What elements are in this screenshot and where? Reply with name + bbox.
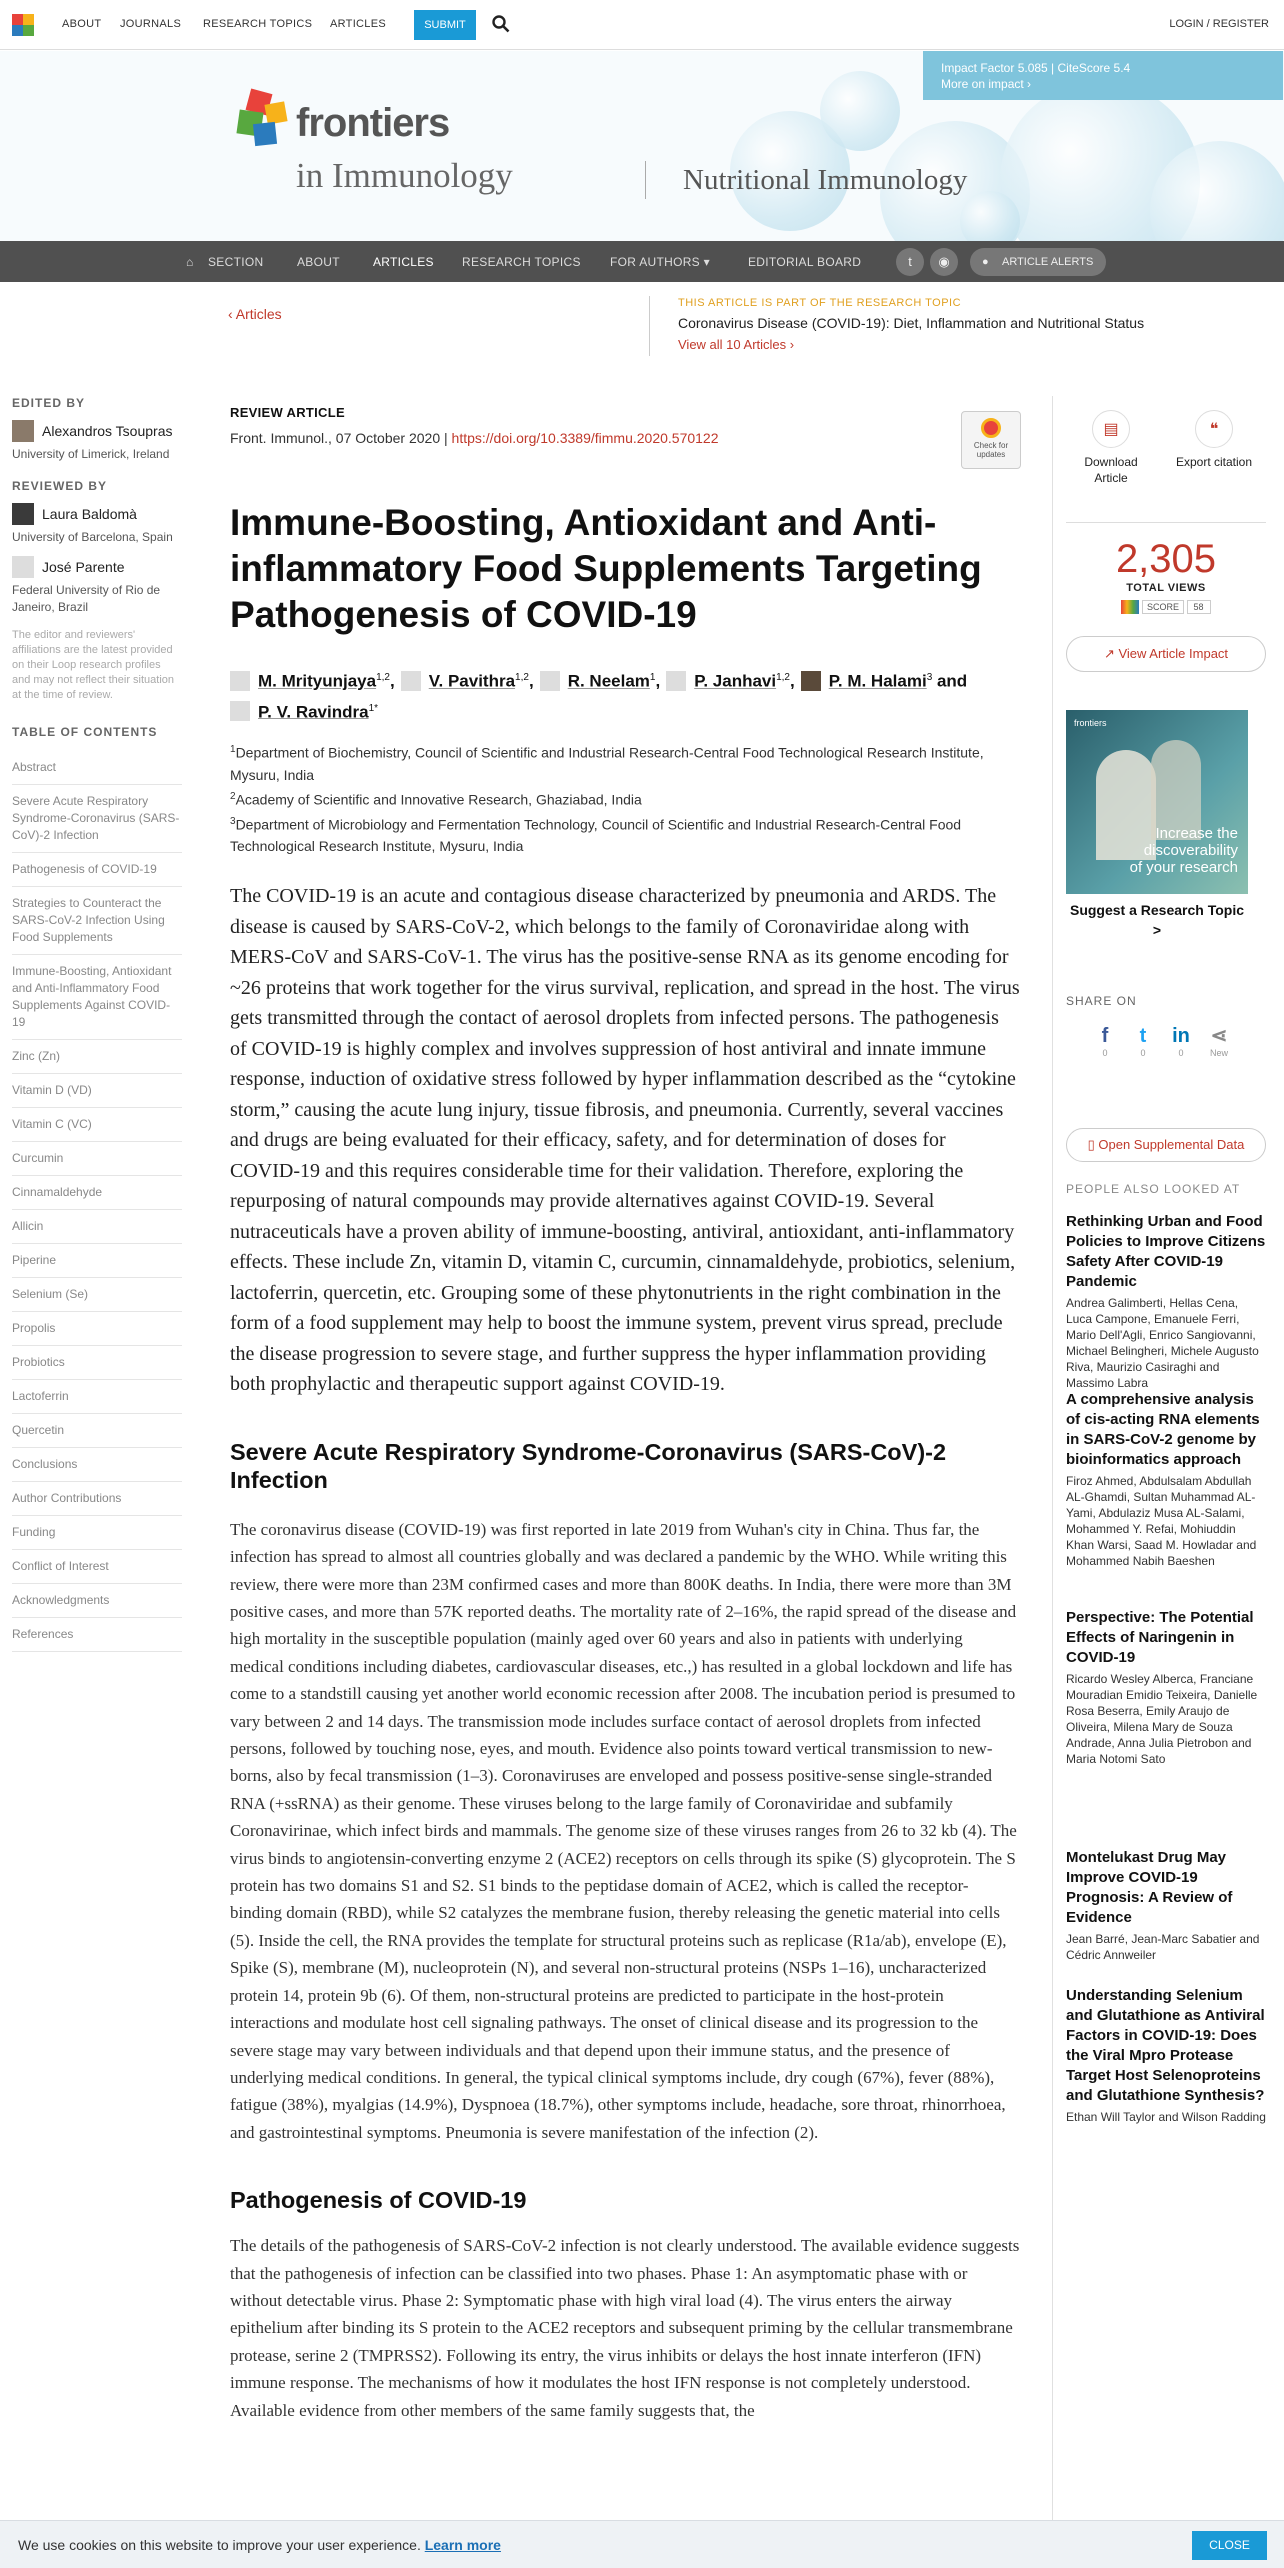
avatar bbox=[12, 556, 34, 578]
avatar bbox=[12, 420, 34, 442]
also-title[interactable]: Perspective: The Potential Effects of Naringenin in COVID-19 bbox=[1066, 1609, 1254, 1666]
ad-brand: frontiers bbox=[1074, 718, 1107, 728]
author[interactable] bbox=[666, 664, 795, 695]
article-main bbox=[230, 405, 1020, 2424]
also-title[interactable]: Rethinking Urban and Food Policies to Improve Citizens Safety After COVID-19 Pandemic bbox=[1066, 1213, 1266, 1290]
cookie-close-button[interactable]: CLOSE bbox=[1192, 2531, 1267, 2560]
reviewer[interactable] bbox=[12, 556, 190, 578]
author-name[interactable]: P. Janhavi bbox=[694, 671, 777, 691]
author-separator: , bbox=[528, 671, 534, 691]
check-for-updates-badge[interactable] bbox=[961, 411, 1021, 469]
also-title[interactable]: Understanding Selenium and Glutathione as Antiviral Factors in COVID-19: Does the Viral Mpro Protease Target Host Selenoproteins and Glutathione Synthesis? bbox=[1066, 1987, 1265, 2104]
author-separator: , bbox=[790, 671, 795, 691]
toc-item[interactable]: Vitamin C (VC) bbox=[12, 1108, 182, 1142]
share-count: New bbox=[1209, 1048, 1228, 1058]
brand-divider bbox=[645, 161, 646, 199]
toc-item[interactable]: Cinnamaldehyde bbox=[12, 1176, 182, 1210]
submit-button[interactable]: SUBMIT bbox=[414, 10, 476, 40]
also-authors: Ricardo Wesley Alberca, Franciane Mouradian Emidio Teixeira, Danielle Rosa Beserra, Emily Araujo de Oliveira, Milena Mary de Souza Andrade, Anna Julia Pietrobon and Maria Notomi Sato bbox=[1066, 1672, 1258, 1766]
share-icon: ⋖ bbox=[1210, 1025, 1228, 1047]
home-icon[interactable]: ⌂ bbox=[186, 255, 194, 269]
back-to-articles-link[interactable]: ‹ Articles bbox=[228, 306, 282, 322]
facebook-icon: f bbox=[1101, 1025, 1109, 1047]
edited-by-heading: EDITED BY bbox=[12, 396, 86, 410]
citation-line bbox=[230, 430, 1020, 446]
reviewer-affiliation: Federal University of Rio de Janeiro, Brazil bbox=[12, 583, 161, 614]
also-authors: Firoz Ahmed, Abdulsalam Abdullah AL-Ghamdi, Sultan Muhammad AL-Yami, Abdulaziz Musa AL-Salami, Mohammed Y. Refai, Mohiuddin Khan Warsi, Saad M. Howladar and Mohammed Nabih Baeshen bbox=[1066, 1474, 1257, 1568]
download-article-label: Download Article bbox=[1084, 455, 1138, 485]
affiliation-text: Academy of Scientific and Innovative Research, Ghaziabad, India bbox=[235, 791, 642, 808]
journal-nav-articles[interactable]: ARTICLES bbox=[373, 255, 434, 269]
toc-item[interactable]: Piperine bbox=[12, 1244, 182, 1278]
author-affiliation-marker: 1,2 bbox=[776, 672, 790, 683]
more-on-impact-link[interactable]: More on impact › bbox=[941, 77, 1032, 91]
journal-nav-section[interactable]: SECTION bbox=[208, 255, 264, 269]
login-register-link[interactable]: LOGIN / REGISTER bbox=[1169, 18, 1269, 30]
article-alerts-button[interactable] bbox=[970, 248, 1106, 276]
article-alerts-label: ARTICLE ALERTS bbox=[1002, 256, 1094, 268]
author-separator: , bbox=[390, 671, 395, 691]
author-separator: and bbox=[932, 671, 968, 691]
toc-item[interactable]: Curcumin bbox=[12, 1142, 182, 1176]
open-supplemental-data-label: Open Supplemental Data bbox=[1098, 1137, 1245, 1152]
search-icon[interactable] bbox=[492, 15, 510, 33]
view-article-impact-label: View Article Impact bbox=[1118, 646, 1229, 661]
toc-heading: TABLE OF CONTENTS bbox=[12, 725, 158, 739]
also-authors: Jean Barré, Jean-Marc Sabatier and Cédric Annweiler bbox=[1066, 1932, 1260, 1962]
section-heading-sars: Severe Acute Respiratory Syndrome-Coronavirus (SARS-CoV)-2 Infection bbox=[230, 1438, 947, 1493]
affiliation-number: 3 bbox=[230, 815, 236, 827]
article-title: Immune-Boosting, Antioxidant and Anti-inflammatory Food Supplements Targeting Pathogenesis of COVID-19 bbox=[230, 502, 982, 635]
brand-name[interactable]: frontiers bbox=[296, 101, 450, 145]
affiliation-list bbox=[230, 739, 1020, 857]
toc-item[interactable]: Funding bbox=[12, 1516, 182, 1550]
affiliation bbox=[230, 811, 1020, 858]
facebook-share[interactable] bbox=[1090, 1024, 1120, 1058]
reviewer-name[interactable]: Laura Baldomà bbox=[42, 506, 137, 522]
toc-item[interactable]: Quercetin bbox=[12, 1414, 182, 1448]
author-affiliation-marker: 1 bbox=[649, 672, 656, 683]
author-avatar bbox=[540, 671, 560, 691]
also-authors: Andrea Galimberti, Hellas Cena, Luca Campone, Emanuele Ferri, Mario Dell'Agli, Enrico Sangiovanni, Michael Belingheri, Michele Augusto Riva, Maurizio Casiraghi and Massimo Labra bbox=[1066, 1296, 1259, 1390]
reviewed-by-heading: REVIEWED BY bbox=[12, 479, 108, 493]
cookie-text bbox=[18, 2537, 501, 2553]
view-article-impact-button[interactable] bbox=[1066, 636, 1266, 672]
toc-item[interactable]: Author Contributions bbox=[12, 1482, 182, 1516]
also-looked-at-item[interactable] bbox=[1066, 1848, 1266, 1963]
toc-item[interactable]: References bbox=[12, 1618, 182, 1652]
pdf-icon: ▤ bbox=[1092, 410, 1130, 448]
author-affiliation-marker: 1,2 bbox=[376, 672, 390, 683]
doi-link[interactable]: https://doi.org/10.3389/fimmu.2020.570122 bbox=[451, 430, 719, 446]
author-affiliation-marker: 1* bbox=[368, 702, 379, 714]
toc-item[interactable]: Strategies to Counteract the SARS-CoV-2 Infection Using Food Supplements bbox=[12, 887, 182, 955]
toc-item[interactable]: Pathogenesis of COVID-19 bbox=[12, 853, 182, 887]
author[interactable] bbox=[230, 664, 395, 695]
export-citation-label: Export citation bbox=[1175, 455, 1253, 469]
toc-item[interactable]: Acknowledgments bbox=[12, 1584, 182, 1618]
cookie-banner bbox=[0, 2520, 1284, 2568]
linkedin-share[interactable] bbox=[1166, 1024, 1196, 1058]
author-avatar bbox=[230, 701, 250, 721]
author-name[interactable]: R. Neelam bbox=[567, 671, 650, 691]
research-topic-link[interactable]: Coronavirus Disease (COVID-19): Diet, Inflammation and Nutritional Status bbox=[678, 315, 1145, 331]
author-avatar bbox=[401, 671, 421, 691]
author-name[interactable]: P. M. Halami bbox=[828, 671, 927, 691]
author-name[interactable]: P. V. Ravindra bbox=[258, 702, 369, 722]
author[interactable] bbox=[230, 695, 378, 726]
also-looked-at-item[interactable] bbox=[1066, 1390, 1266, 1569]
editor-name[interactable]: Alexandros Tsoupras bbox=[42, 423, 173, 439]
altmetric-badge[interactable] bbox=[1111, 600, 1221, 618]
toc-item[interactable]: Probiotics bbox=[12, 1346, 182, 1380]
also-title[interactable]: A comprehensive analysis of cis-acting RNA elements in SARS-CoV-2 genome by bioinformatics approach bbox=[1066, 1391, 1260, 1468]
reviewer[interactable] bbox=[12, 503, 190, 525]
journal-header bbox=[0, 51, 1284, 241]
pathogenesis-paragraph: The details of the pathogenesis of SARS-CoV-2 infection is not clearly understood. The available evidence suggests that the pathogenesis of infection can be classified into two phases. Phase 1: An asymptomatic phase with or without detectable virus. Phase 2: Symptomatic phase with high viral load (4). The virus enters the airway epithelium after binding its S protein to the ACE2 receptors and subsequent priming by the cellular transmembrane protease, serine 2 (TMPRSS2). Following its entry, the virus inhibits or delays the host innate interferon (IFN) immune response. The mechanisms of how it modulates the host IFN response is not completely understood. Available evidence from other members of the same family suggests that, the bbox=[230, 2236, 1020, 2420]
author-affiliation-marker: 3 bbox=[926, 672, 933, 683]
affiliation-text: Department of Microbiology and Fermentation Technology, Council of Scientific and Industrial Research-Central Food Technological Research Institute, Mysuru, India bbox=[230, 816, 962, 855]
author[interactable] bbox=[801, 664, 967, 695]
toc-item[interactable]: Zinc (Zn) bbox=[12, 1040, 182, 1074]
total-views-count: 2,305 bbox=[1115, 537, 1217, 581]
toc-item[interactable]: Vitamin D (VD) bbox=[12, 1074, 182, 1108]
citation-text: Front. Immunol., 07 October 2020 | bbox=[230, 430, 448, 446]
export-citation-button[interactable] bbox=[1164, 410, 1264, 470]
trend-icon: ↗ bbox=[1103, 646, 1119, 661]
linkedin-icon: in bbox=[1172, 1025, 1190, 1047]
journal-nav-editorial-board[interactable]: EDITORIAL BOARD bbox=[748, 255, 862, 269]
divider bbox=[1052, 396, 1053, 2546]
nav-about[interactable]: ABOUT bbox=[62, 18, 102, 30]
author-separator: , bbox=[655, 671, 661, 691]
frontiers-logo-icon[interactable] bbox=[12, 14, 34, 36]
view-all-articles-link[interactable]: View all 10 Articles › bbox=[678, 337, 795, 352]
ad-text: Increase the discoverability of your research bbox=[1129, 825, 1238, 876]
share-count: 0 bbox=[1102, 1048, 1108, 1058]
divider bbox=[649, 296, 650, 356]
bell-icon: ● bbox=[982, 256, 989, 268]
author-name[interactable]: V. Pavithra bbox=[428, 671, 516, 691]
section-name[interactable]: Nutritional Immunology bbox=[683, 164, 968, 196]
toc-item[interactable]: Severe Acute Respiratory Syndrome-Coronavirus (SARS-CoV)-2 Infection bbox=[12, 785, 182, 853]
affiliation bbox=[230, 739, 1020, 786]
author-avatar bbox=[666, 671, 686, 691]
total-views-label: TOTAL VIEWS bbox=[1126, 582, 1206, 594]
toc-item[interactable]: Conflict of Interest bbox=[12, 1550, 182, 1584]
toc-item[interactable]: Selenium (Se) bbox=[12, 1278, 182, 1312]
decorative-bubble bbox=[820, 71, 900, 151]
frontiers-brand-icon bbox=[238, 91, 294, 147]
author[interactable] bbox=[401, 664, 534, 695]
top-bar bbox=[0, 0, 1284, 50]
affiliation-number: 1 bbox=[230, 744, 236, 756]
toc-item[interactable]: Lactoferrin bbox=[12, 1380, 182, 1414]
document-icon: ▯ bbox=[1087, 1137, 1099, 1152]
learn-more-link[interactable]: Learn more bbox=[424, 2537, 501, 2553]
altmetric-score-label: SCORE bbox=[1142, 600, 1184, 614]
avatar bbox=[12, 503, 34, 525]
views-block bbox=[1066, 522, 1266, 618]
author-affiliation-marker: 1,2 bbox=[515, 672, 529, 683]
affiliation-note: The editor and reviewers' affiliations are the latest provided on their Loop research profiles and may not reflect their situation at the time of review. bbox=[12, 629, 175, 701]
toc-item[interactable]: Conclusions bbox=[12, 1448, 182, 1482]
article-type: REVIEW ARTICLE bbox=[230, 405, 345, 420]
also-authors: Ethan Will Taylor and Wilson Radding bbox=[1066, 2110, 1266, 2124]
altmetric-icon bbox=[1121, 600, 1139, 614]
author-name[interactable]: M. Mrityunjaya bbox=[258, 671, 377, 691]
download-article-button[interactable] bbox=[1076, 410, 1146, 486]
impact-factor-text: Impact Factor 5.085 | CiteScore 5.4 bbox=[941, 61, 1131, 75]
left-sidebar bbox=[0, 396, 190, 1652]
twitter-icon[interactable]: t bbox=[896, 248, 924, 276]
more-share[interactable] bbox=[1204, 1024, 1234, 1058]
journal-nav bbox=[0, 241, 1284, 282]
twitter-share[interactable] bbox=[1128, 1024, 1158, 1058]
author[interactable] bbox=[540, 664, 661, 695]
toc-item[interactable]: Abstract bbox=[12, 751, 182, 785]
share-heading: SHARE ON bbox=[1066, 994, 1137, 1008]
also-looked-at-item[interactable] bbox=[1066, 1212, 1266, 1391]
nav-journals[interactable]: JOURNALS bbox=[120, 18, 182, 30]
affiliation-text: Department of Biochemistry, Council of Scientific and Industrial Research-Central Food Technological Research Institute, Mysuru, India bbox=[230, 744, 984, 783]
also-looked-at-item[interactable] bbox=[1066, 1608, 1266, 1767]
share-count: 0 bbox=[1178, 1048, 1184, 1058]
journal-nav-for-authors[interactable]: FOR AUTHORS ▾ bbox=[610, 255, 710, 269]
open-supplemental-data-button[interactable] bbox=[1066, 1128, 1266, 1162]
sars-paragraph: The coronavirus disease (COVID-19) was first reported in late 2019 from Wuhan's city in China. Thus far, the infection has spread to almost all countries globally and was declared a pandemic by the WHO. While writing this review, there were more than 23M confirmed cases and more than 800K deaths. In India, there were more than 3M positive cases, and more than 57K reported deaths. The mortality rate of 2–16%, the rapid spread of the disease and high mortality in the susceptible population (mainly aged over 60 years and also in patients with underlying medical conditions including diabetes, cardiovascular diseases, etc.,) has resulted in a global lockdown and life has come to a standstill causing yet another world economic recession after 2008. The incubation period is presumed to vary between 2 and 14 days. The transmission mode includes surface contact of aerosol droplets from infected persons, followed by touching nose, eyes, and mouth. Evidence also points toward vertical transmission to new-borns, also by fecal transmission (1–3). Coronaviruses are enveloped and possess positive-sense single-stranded RNA (+ssRNA) as their genome. These viruses belong to the large family of Coronaviridae and subfamily Coronavirinae, which infect birds and mammals. The genome size of these viruses ranges from 26 to 32 kb (4). The virus binds to angiotensin-converting enzyme 2 (ACE2) receptors on cells through its spike (S) glycoprotein. The S protein has two domains S1 and S2. S1 binds to the peptidase domain of ACE2, which is called the receptor-binding domain (RBD), while S2 catalyzes the membrane fusion, thereby releasing the genetic material into cells (5). Inside the cell, the RNA provides the template for structural proteins such as replicase (R1a/ab), envelope (E), Spike (S), membrane (M), nucleoprotein (N), and several non-structural proteins (NSPs 1–16), uncharacterized protein 14, protein 9b (6). Of them, non-structural proteins are predicted to participate in the host-protein interactions and modulate host cell signaling pathways. The onset of clinical disease and its progression to the severe stage may vary between individuals and that depend upon their immune status, and the presence of underlying medical conditions. In general, the typical clinical symptoms include, dry cough (67%), fever (88%), fatigue (38%), myalgias (14.9%), Dyspnoea (18.7%), other symptoms include, headache, sore throat, rhinorrhoea, and gastrointestinal symptoms. Pneumonia is severe manifestation of the infection (2). bbox=[230, 1519, 1017, 2142]
impact-factor-box[interactable] bbox=[923, 51, 1283, 100]
journal-nav-research-topics[interactable]: RESEARCH TOPICS bbox=[462, 255, 581, 269]
nav-research-topics[interactable]: RESEARCH TOPICS bbox=[203, 18, 313, 30]
quote-icon: ❝ bbox=[1195, 410, 1233, 448]
table-of-contents bbox=[0, 751, 190, 1652]
journal-name[interactable]: in Immunology bbox=[296, 156, 513, 195]
research-topic-tag: THIS ARTICLE IS PART OF THE RESEARCH TOPIC bbox=[678, 297, 962, 309]
affiliation-number: 2 bbox=[230, 790, 236, 802]
author-list bbox=[230, 664, 1020, 725]
bookmark-icon bbox=[981, 418, 1001, 438]
reviewer-affiliation: University of Barcelona, Spain bbox=[12, 530, 173, 544]
altmetric-score: 58 bbox=[1187, 600, 1211, 614]
editor[interactable] bbox=[12, 420, 190, 442]
people-also-looked-at-heading: PEOPLE ALSO LOOKED AT bbox=[1066, 1182, 1241, 1196]
author-avatar bbox=[801, 671, 821, 691]
suggest-research-topic-link[interactable]: Suggest a Research Topic > bbox=[1069, 902, 1244, 938]
also-title[interactable]: Montelukast Drug May Improve COVID-19 Prognosis: A Review of Evidence bbox=[1066, 1849, 1233, 1926]
section-heading-pathogenesis: Pathogenesis of COVID-19 bbox=[230, 2187, 527, 2214]
twitter-icon: t bbox=[1139, 1025, 1147, 1047]
share-count: 0 bbox=[1140, 1048, 1146, 1058]
toc-item[interactable]: Immune-Boosting, Antioxidant and Anti-Inflammatory Food Supplements Against COVID-19 bbox=[12, 955, 182, 1040]
journal-nav-about[interactable]: ABOUT bbox=[297, 255, 340, 269]
affiliation bbox=[230, 786, 1020, 811]
check-for-updates-label: Check for updates bbox=[973, 441, 1009, 459]
toc-item[interactable]: Propolis bbox=[12, 1312, 182, 1346]
rss-icon[interactable]: ◉ bbox=[930, 248, 958, 276]
nav-articles[interactable]: ARTICLES bbox=[330, 18, 386, 30]
research-topic-ad[interactable] bbox=[1066, 710, 1248, 894]
editor-affiliation: University of Limerick, Ireland bbox=[12, 447, 170, 461]
reviewer-name[interactable]: José Parente bbox=[42, 559, 125, 575]
toc-item[interactable]: Allicin bbox=[12, 1210, 182, 1244]
author-avatar bbox=[230, 671, 250, 691]
abstract-text: The COVID-19 is an acute and contagious disease characterized by pneumonia and ARDS. The disease is caused by SARS-CoV-2, which belongs to the family of Coronaviridae along with MERS-CoV and SARS-CoV-1. The virus has the positive-sense RNA as its genome encoding for ~26 proteins that work together for the virus survival, replication, and spread in the host. The virus gets transmitted through the contact of aerosol droplets from infected persons. The pathogenesis of COVID-19 is highly complex and involves suppression of host antiviral and innate immune response, induction of oxidative stress followed by hyper inflammation described as the “cytokine storm,” causing the acute lung injury, tissue fibrosis, and pneumonia. Currently, several vaccines and drugs are being evaluated for their efficacy, safety, and for determination of doses for COVID-19 and this requires considerable time for their validation. Therefore, exploring the repurposing of natural compounds may provide alternatives against COVID-19. Several nutraceuticals have a proven ability of immune-boosting, antiviral, antioxidant, anti-inflammatory effects. These include Zn, vitamin D, vitamin C, curcumin, cinnamaldehyde, probiotics, selenium, lactoferrin, quercetin, etc. Grouping some of these phytonutrients in the right combination in the form of a food supplement may help to boost the immune system, prevent virus spread, preclude the disease progression to severe stage, and further suppress the hyper inflammation providing both prophylactic and therapeutic support against COVID-19. bbox=[230, 885, 1020, 1396]
also-looked-at-item[interactable] bbox=[1066, 1986, 1266, 2125]
cookie-message: We use cookies on this website to improve your user experience. bbox=[18, 2537, 421, 2553]
